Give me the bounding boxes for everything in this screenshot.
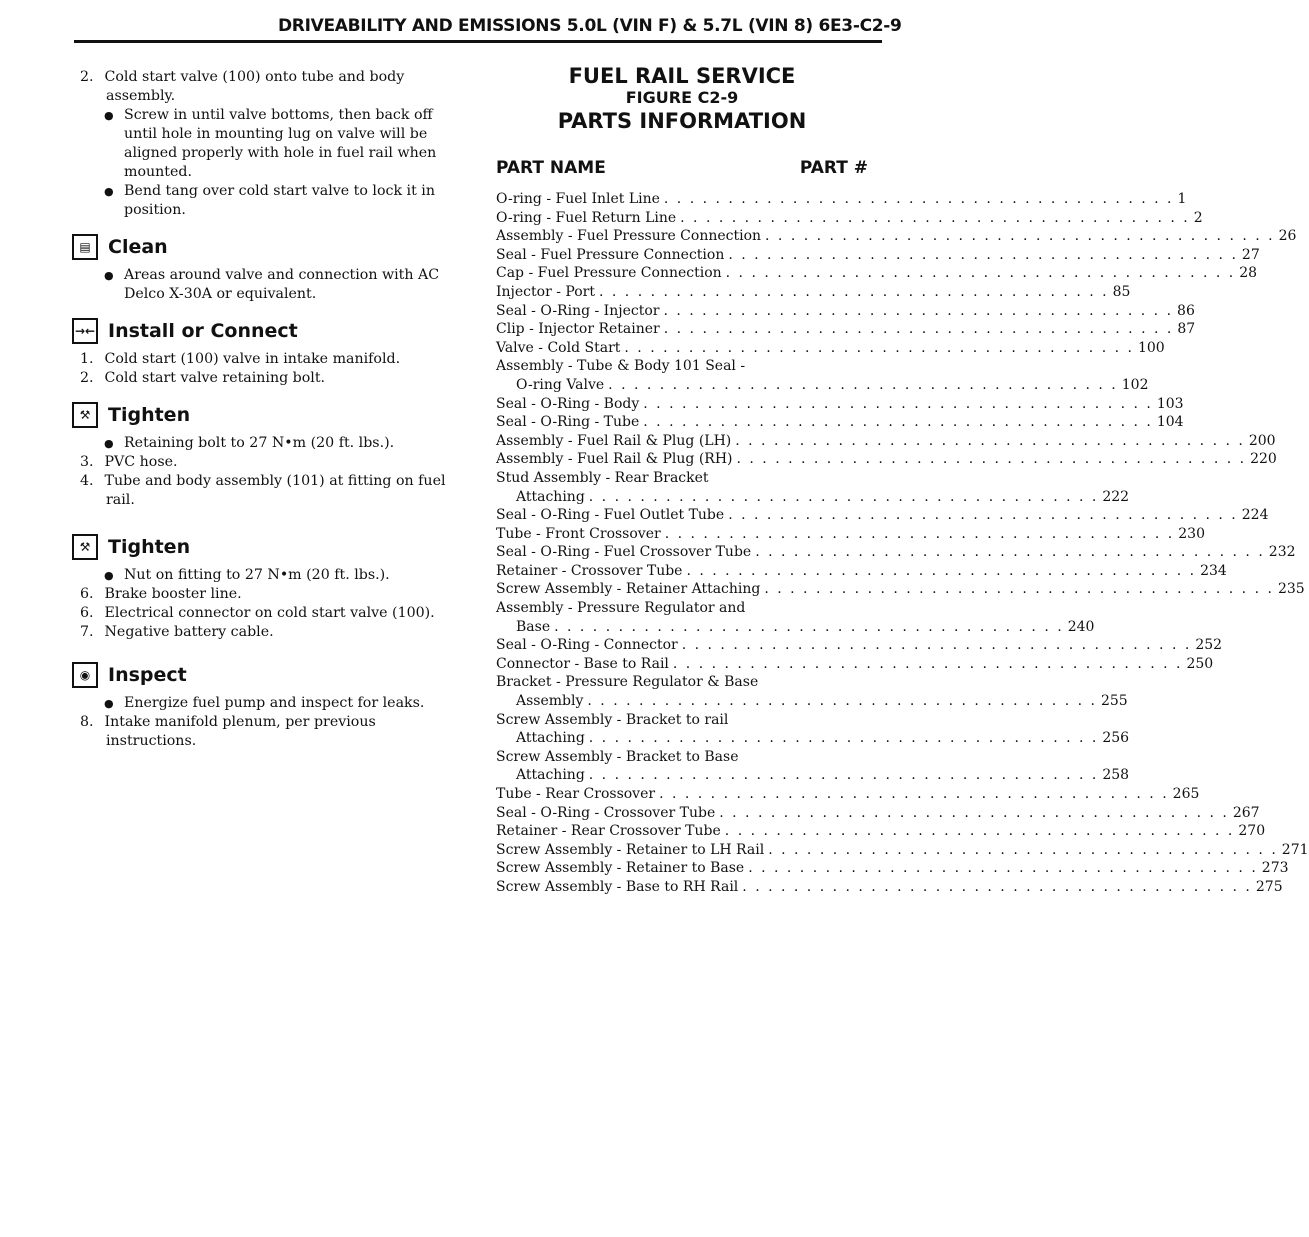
clean-section-heading [72, 234, 480, 260]
table-row [496, 320, 1196, 339]
step-6b [80, 604, 480, 623]
bullet-text: Nut on fitting to 27 N•m (20 ft. lbs.). [124, 567, 390, 583]
step-text: Intake manifold plenum, per previous [104, 714, 376, 730]
table-row [496, 580, 1305, 599]
step-text: Cold start valve retaining bolt. [104, 370, 326, 386]
part-name: Seal - O-Ring - Connector [496, 637, 678, 654]
part-number: 235 [1277, 581, 1305, 598]
dot-leader: . . . . . . . . . . . . . . . . . . . . . . . . . . . . . . . . . . . . . . . . [768, 841, 1278, 858]
part-name: Seal - O-Ring - Fuel Crossover Tube [496, 544, 752, 561]
part-name: Screw Assembly - Bracket to Base [496, 748, 739, 765]
dot-leader: . . . . . . . . . . . . . . . . . . . . . . . . . . . . . . . . . . . . . . . . [599, 283, 1109, 300]
part-number: 102 [1121, 376, 1149, 393]
section-title: Clean [108, 235, 168, 258]
step-6 [80, 585, 480, 604]
part-number: 267 [1232, 804, 1260, 821]
section-title: Tighten [108, 403, 191, 426]
table-row [496, 748, 868, 767]
table-row [496, 506, 1269, 525]
table-row [496, 692, 1128, 711]
bullet-text: Retaining bolt to 27 N•m (20 ft. lbs.). [124, 435, 395, 451]
dot-leader: . . . . . . . . . . . . . . . . . . . . . . . . . . . . . . . . . . . . . . . . [728, 507, 1238, 524]
dot-leader: . . . . . . . . . . . . . . . . . . . . . . . . . . . . . . . . . . . . . . . . [719, 804, 1229, 821]
step-text: PVC hose. [104, 454, 178, 470]
part-name: Attaching [516, 488, 585, 505]
table-header [496, 158, 868, 178]
part-name: Assembly [516, 693, 584, 710]
dot-leader: . . . . . . . . . . . . . . . . . . . . . . . . . . . . . . . . . . . . . . . . [663, 191, 1174, 207]
table-row [496, 376, 1149, 395]
part-name: Retainer - Rear Crossover Tube [496, 823, 721, 840]
step-text: Negative battery cable. [104, 624, 274, 640]
section-title: Inspect [108, 663, 187, 686]
part-name: Tube - Rear Crossover [496, 786, 656, 802]
install-step-1 [80, 350, 480, 369]
part-name: Valve - Cold Start [496, 339, 621, 356]
section-title: FUEL RAIL SERVICE [568, 64, 796, 88]
dot-leader: . . . . . . . . . . . . . . . . . . . . . . . . . . . . . . . . . . . . . . . . [672, 655, 1183, 672]
figure-label: FIGURE C2-9 [625, 88, 739, 107]
bullet-text: Energize fuel pump and inspect for leaks. [124, 695, 425, 711]
step-text-cont: instructions. [106, 733, 197, 749]
part-number: 86 [1177, 302, 1195, 319]
table-row [496, 209, 1203, 228]
part-number: 234 [1200, 562, 1227, 579]
bullet-text: Bend tang over cold start valve to lock it in [124, 183, 435, 199]
dot-leader: . . . . . . . . . . . . . . . . . . . . . . . . . . . . . . . . . . . . . . . . [663, 302, 1174, 319]
table-row [496, 283, 1131, 302]
part-number: 87 [1177, 321, 1196, 338]
bullet-text-cont: Delco X-30A or equivalent. [124, 286, 317, 302]
table-row [496, 711, 868, 730]
step-7 [80, 623, 480, 642]
part-number: 1 [1177, 191, 1187, 207]
table-row [496, 655, 1214, 674]
bullet-item [80, 266, 480, 285]
table-row [496, 357, 868, 376]
step-number: 4. [80, 473, 94, 489]
dot-leader: . . . . . . . . . . . . . . . . . . . . . . . . . . . . . . . . . . . . . . . . [764, 581, 1274, 598]
dot-leader: . . . . . . . . . . . . . . . . . . . . . . . . . . . . . . . . . . . . . . . . [643, 414, 1153, 431]
step-number: 2. [80, 69, 94, 85]
step-number: 7. [80, 624, 94, 640]
bullet-icon: ● [104, 569, 114, 582]
part-number: 230 [1178, 525, 1205, 542]
step-text: Electrical connector on cold start valve (100). [104, 605, 435, 621]
page-header: DRIVEABILITY AND EMISSIONS 5.0L (VIN F) & 5.7L (VIN 8) 6E3-C2-9 [278, 16, 902, 36]
part-name: Assembly - Fuel Rail & Plug (RH) [496, 451, 733, 468]
part-name: O-ring Valve [516, 376, 605, 393]
bullet-text: Screw in until valve bottoms, then back off [124, 107, 433, 123]
part-name: Seal - O-Ring - Injector [496, 302, 660, 319]
table-row [496, 264, 1258, 283]
install-icon: →← [72, 318, 98, 344]
column-header-name: PART NAME [496, 158, 606, 178]
step-8 [80, 713, 480, 732]
part-name: Assembly - Fuel Pressure Connection [496, 228, 762, 245]
bullet-text-cont: position. [124, 202, 186, 218]
dot-leader: . . . . . . . . . . . . . . . . . . . . . . . . . . . . . . . . . . . . . . . . [736, 451, 1247, 468]
eye-icon: ◉ [72, 662, 98, 688]
part-number: 200 [1248, 432, 1276, 449]
table-row [496, 469, 868, 488]
parts-column [496, 64, 1309, 897]
inspect-section-heading [72, 662, 480, 688]
dot-leader: . . . . . . . . . . . . . . . . . . . . . . . . . . . . . . . . . . . . . . . . [624, 339, 1134, 356]
step-text-cont: assembly. [106, 88, 176, 104]
step-3 [80, 453, 480, 472]
dot-leader: . . . . . . . . . . . . . . . . . . . . . . . . . . . . . . . . . . . . . . . . [588, 730, 1099, 747]
step-number: 8. [80, 714, 94, 730]
table-row [496, 785, 1200, 804]
step-text: Cold start (100) valve in intake manifold. [104, 351, 401, 367]
table-row [496, 190, 1187, 209]
part-name: Assembly - Tube & Body 101 Seal - [496, 358, 746, 375]
part-name: Assembly - Fuel Rail & Plug (LH) [496, 432, 732, 449]
part-name: Base [516, 618, 551, 635]
part-number: 224 [1241, 507, 1269, 524]
table-row [496, 766, 1130, 785]
step-number: 1. [80, 351, 94, 367]
bullet-text-cont: until hole in mounting lug on valve will be [124, 126, 428, 142]
step-number: 6. [80, 586, 94, 602]
table-row [496, 432, 1276, 451]
step-number: 2. [80, 370, 94, 386]
bullet-text-cont: aligned properly with hole in fuel rail when [124, 145, 437, 161]
dot-leader: . . . . . . . . . . . . . . . . . . . . . . . . . . . . . . . . . . . . . . . . [686, 562, 1197, 579]
part-name: Screw Assembly - Retainer to LH Rail [496, 841, 765, 858]
part-number: 273 [1261, 860, 1289, 877]
part-name: O-ring - Fuel Inlet Line [496, 191, 660, 207]
part-name: O-ring - Fuel Return Line [496, 209, 677, 226]
bullet-item [80, 694, 480, 713]
bullet-icon: ● [104, 269, 114, 282]
dot-leader: . . . . . . . . . . . . . . . . . . . . . . . . . . . . . . . . . . . . . . . . [724, 823, 1235, 840]
dot-leader: . . . . . . . . . . . . . . . . . . . . . . . . . . . . . . . . . . . . . . . . [663, 321, 1174, 338]
dot-leader: . . . . . . . . . . . . . . . . . . . . . . . . . . . . . . . . . . . . . . . . [643, 395, 1153, 412]
bullet-icon: ● [104, 185, 114, 198]
part-name: Attaching [516, 767, 585, 784]
part-name: Cap - Fuel Pressure Connection [496, 265, 722, 282]
table-row [496, 525, 1205, 544]
table-row [496, 302, 1195, 321]
table-row [496, 822, 1266, 841]
dot-leader: . . . . . . . . . . . . . . . . . . . . . . . . . . . . . . . . . . . . . . . . [554, 618, 1064, 635]
table-row [496, 878, 1283, 897]
part-number: 100 [1137, 339, 1165, 356]
table-row [496, 395, 1184, 414]
part-name: Stud Assembly - Rear Bracket [496, 469, 709, 486]
table-row [496, 339, 1165, 358]
table-row [496, 488, 1130, 507]
part-number: 275 [1255, 878, 1283, 895]
part-number: 270 [1238, 823, 1266, 840]
dot-leader: . . . . . . . . . . . . . . . . . . . . . . . . . . . . . . . . . . . . . . . . [742, 878, 1252, 895]
dot-leader: . . . . . . . . . . . . . . . . . . . . . . . . . . . . . . . . . . . . . . . . [728, 246, 1238, 263]
section-title: Install or Connect [108, 319, 298, 342]
part-number: 271 [1281, 841, 1309, 858]
part-number: 85 [1112, 283, 1131, 300]
part-name: Connector - Base to Rail [496, 655, 669, 672]
step-4 [80, 472, 480, 491]
table-row [496, 543, 1296, 562]
part-number: 26 [1278, 228, 1297, 245]
part-number: 27 [1241, 246, 1260, 263]
part-number: 104 [1156, 414, 1184, 431]
bullet-text: Areas around valve and connection with AC [124, 267, 440, 283]
part-number: 258 [1102, 767, 1130, 784]
section-subtitle: PARTS INFORMATION [557, 109, 807, 133]
part-name: Injector - Port [496, 283, 595, 300]
bullet-item [80, 566, 480, 585]
table-row [496, 413, 1184, 432]
part-name: Screw Assembly - Retainer Attaching [496, 581, 761, 598]
section-title: Tighten [108, 535, 191, 558]
bullet-icon: ● [104, 697, 114, 710]
part-number: 2 [1193, 209, 1203, 226]
part-name: Attaching [516, 730, 585, 747]
part-number: 255 [1100, 693, 1128, 710]
install-section-heading [72, 318, 480, 344]
tighten-section-heading [72, 534, 480, 560]
bullet-icon: ● [104, 437, 114, 450]
bullet-text-cont: mounted. [124, 164, 192, 180]
table-row [496, 636, 1223, 655]
dot-leader: . . . . . . . . . . . . . . . . . . . . . . . . . . . . . . . . . . . . . . . . [735, 432, 1245, 449]
part-number: 220 [1250, 451, 1277, 468]
bullet-icon: ● [104, 109, 114, 122]
table-row [496, 562, 1227, 581]
part-name: Seal - O-Ring - Fuel Outlet Tube [496, 507, 725, 524]
table-row [496, 729, 1130, 748]
part-name: Seal - O-Ring - Body [496, 395, 640, 412]
part-number: 222 [1102, 488, 1130, 505]
step-text: Tube and body assembly (101) at fitting on fuel [104, 473, 446, 489]
step-text-cont: rail. [106, 492, 135, 508]
step-number: 3. [80, 454, 94, 470]
table-row [496, 599, 868, 618]
install-step-2 [80, 369, 480, 388]
part-number: 240 [1067, 618, 1095, 635]
part-number: 252 [1195, 637, 1223, 654]
part-name: Tube - Front Crossover [496, 525, 661, 542]
header-rule [74, 40, 882, 43]
column-header-number: PART # [799, 158, 868, 178]
part-name: Clip - Injector Retainer [496, 321, 660, 338]
table-row [496, 859, 1289, 878]
bullet-item [80, 106, 480, 125]
step-2 [80, 68, 480, 87]
dot-leader: . . . . . . . . . . . . . . . . . . . . . . . . . . . . . . . . . . . . . . . . [608, 376, 1118, 393]
dot-leader: . . . . . . . . . . . . . . . . . . . . . . . . . . . . . . . . . . . . . . . . [680, 209, 1190, 226]
table-row [496, 673, 868, 692]
tighten-section-heading [72, 402, 480, 428]
step-text: Brake booster line. [104, 586, 242, 602]
dot-leader: . . . . . . . . . . . . . . . . . . . . . . . . . . . . . . . . . . . . . . . . [588, 488, 1099, 505]
table-row [496, 804, 1260, 823]
part-number: 103 [1156, 395, 1184, 412]
table-row [496, 618, 1095, 637]
part-name: Retainer - Crossover Tube [496, 562, 683, 579]
dot-leader: . . . . . . . . . . . . . . . . . . . . . . . . . . . . . . . . . . . . . . . . [725, 265, 1236, 282]
parts-list [496, 190, 1309, 897]
wrench-icon: ⚒ [72, 402, 98, 428]
dot-leader: . . . . . . . . . . . . . . . . . . . . . . . . . . . . . . . . . . . . . . . . [587, 693, 1097, 710]
dot-leader: . . . . . . . . . . . . . . . . . . . . . . . . . . . . . . . . . . . . . . . . [664, 525, 1175, 542]
part-number: 265 [1172, 786, 1200, 802]
dot-leader: . . . . . . . . . . . . . . . . . . . . . . . . . . . . . . . . . . . . . . . . [765, 228, 1275, 245]
part-number: 232 [1268, 544, 1296, 561]
part-name: Screw Assembly - Retainer to Base [496, 860, 745, 877]
part-name: Screw Assembly - Bracket to rail [496, 711, 729, 728]
part-name: Seal - Fuel Pressure Connection [496, 246, 725, 263]
part-name: Bracket - Pressure Regulator & Base [496, 674, 759, 691]
part-name: Assembly - Pressure Regulator and [496, 600, 746, 617]
bullet-item [80, 434, 480, 453]
wrench-icon: ⚒ [72, 534, 98, 560]
procedure-column [74, 68, 480, 751]
table-row [496, 450, 1277, 469]
step-text: Cold start valve (100) onto tube and body [104, 69, 405, 85]
step-number: 6. [80, 605, 94, 621]
bullet-item [80, 182, 480, 201]
table-row [496, 227, 1297, 246]
dot-leader: . . . . . . . . . . . . . . . . . . . . . . . . . . . . . . . . . . . . . . . . [681, 637, 1192, 654]
dot-leader: . . . . . . . . . . . . . . . . . . . . . . . . . . . . . . . . . . . . . . . . [748, 860, 1258, 877]
clean-icon: ▤ [72, 234, 98, 260]
dot-leader: . . . . . . . . . . . . . . . . . . . . . . . . . . . . . . . . . . . . . . . . [659, 786, 1169, 802]
table-row [496, 246, 1260, 265]
part-name: Seal - O-Ring - Tube [496, 414, 640, 431]
dot-leader: . . . . . . . . . . . . . . . . . . . . . . . . . . . . . . . . . . . . . . . . [755, 544, 1265, 561]
part-number: 28 [1239, 265, 1258, 282]
dot-leader: . . . . . . . . . . . . . . . . . . . . . . . . . . . . . . . . . . . . . . . . [588, 767, 1099, 784]
part-number: 250 [1186, 655, 1214, 672]
part-name: Screw Assembly - Base to RH Rail [496, 878, 739, 895]
part-number: 256 [1102, 730, 1130, 747]
table-row [496, 841, 1309, 860]
part-name: Seal - O-Ring - Crossover Tube [496, 804, 716, 821]
